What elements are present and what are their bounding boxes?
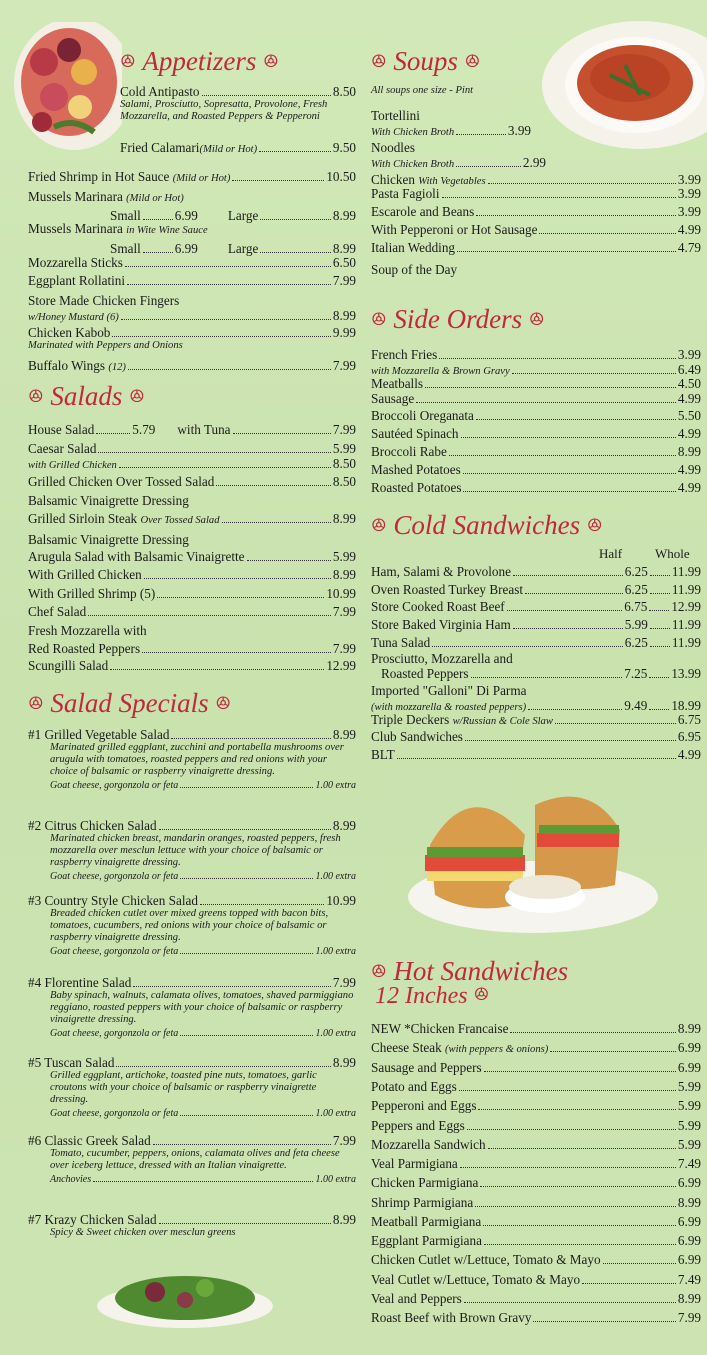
special-item-2: #2 Citrus Chicken Salad 8.99 Marinated chicken breast, mandarin oranges, roasted peppers, fresh mozzarella over mesclun lettuce with your choice of balsamic or raspberry vinaigrette dressing. Goat cheese, gorgonzola or feta 1.00 extra [28, 818, 356, 882]
left-swirl-icon: ꔮ [371, 309, 387, 331]
special-item-4: #4 Florentine Salad 7.99 Baby spinach, walnuts, calamata olives, tomatoes, shaved parmiggiano reggiano, roasted peppers with your choice of balsamic or raspberry vinaigrette dressing. Goat cheese, gorgonzola or feta 1.00 extra [28, 975, 356, 1039]
cold-sandwich-row: Tuna Salad 6.25 11.99 [371, 635, 701, 650]
soup-escarole: Escarole and Beans 3.99 [371, 204, 701, 219]
cold-sandwich-row: Oven Roasted Turkey Breast 6.25 11.99 [371, 582, 701, 597]
menu-item-mussels-marinara: Mussels Marinara (Mild or Hot) Small 6.99 Large 8.99 [28, 189, 356, 223]
hot-sandwich-cheese-steak: Cheese Steak (with peppers & onions) 6.99 [371, 1040, 701, 1055]
hot-sandwich-row: Peppers and Eggs 5.99 [371, 1118, 701, 1133]
side-sausage: Sausage 4.99 [371, 391, 701, 406]
hot-sandwich-row: Pepperoni and Eggs 5.99 [371, 1098, 701, 1113]
hot-sandwich-row: NEW *Chicken Francaise 8.99 [371, 1021, 701, 1036]
special-item-1: #1 Grilled Vegetable Salad 8.99 Marinated grilled eggplant, zucchini and portabella mushrooms over arugula with tomatoes, roasted peppers and red onions with your choice of balsamic or raspberry vinaigrette dressing. Goat cheese, gorgonzola or feta 1.00 extra [28, 727, 356, 791]
side-broccoli-rabe: Broccoli Rabe 8.99 [371, 444, 701, 459]
soup-of-the-day: Soup of the Day [371, 262, 458, 277]
salad-plate-image [95, 1270, 275, 1328]
side-mashed-potatoes: Mashed Potatoes 4.99 [371, 462, 701, 477]
hot-sandwich-row: Potato and Eggs 5.99 [371, 1079, 701, 1094]
menu-item-arugula-salad: Arugula Salad with Balsamic Vinaigrette 5.99 [28, 549, 356, 564]
special-item-5: #5 Tuscan Salad 8.99 Grilled eggplant, artichoke, toasted pine nuts, tomatoes, garlic croutons with your choice of balsamic or raspberry vinaigrette dressing. Goat cheese, gorgonzola or feta 1.00 extra [28, 1055, 356, 1119]
side-orders-heading: ꔮ Side Orders ꔮ [371, 304, 545, 334]
left-swirl-icon: ꔮ [28, 386, 44, 408]
menu-item-chef-salad: Chef Salad 7.99 [28, 604, 356, 619]
menu-item-mozzarella-sticks: Mozzarella Sticks 6.50 [28, 255, 356, 270]
cold-sandwich-galloni: Imported "Galloni" Di Parma (with mozzarella & roasted peppers) 9.49 18.99 [371, 683, 701, 713]
right-swirl-icon: ꔮ [528, 309, 545, 331]
left-swirl-icon: ꔮ [371, 961, 387, 983]
hot-sandwich-row: Eggplant Parmigiana 6.99 [371, 1233, 701, 1248]
menu-item-caesar-salad: Caesar Salad 5.99 with Grilled Chicken 8.50 [28, 441, 356, 471]
menu-item-with-grilled-shrimp: With Grilled Shrimp (5) 10.99 [28, 586, 356, 601]
soup-tortellini: Tortellini With Chicken Broth 3.99 [371, 108, 531, 138]
soup-noodles: Noodles With Chicken Broth 2.99 [371, 140, 546, 170]
hot-sandwiches-subheading: 12 Inches ꔮ [375, 983, 490, 1009]
menu-item-with-grilled-chicken: With Grilled Chicken 8.99 [28, 567, 356, 582]
cold-sandwich-club: Club Sandwiches 6.95 [371, 729, 701, 744]
side-sauteed-spinach: Sautéed Spinach 4.99 [371, 426, 701, 441]
hot-sandwich-row: Chicken Parmigiana 6.99 [371, 1175, 701, 1190]
menu-item-fresh-mozzarella: Fresh Mozzarella with Red Roasted Peppers 7.99 [28, 623, 356, 656]
hot-sandwich-row: Meatball Parmigiana 6.99 [371, 1214, 701, 1229]
left-swirl-icon: ꔮ [28, 693, 44, 715]
right-swirl-icon: ꔮ [215, 693, 231, 715]
menu-item-grilled-chicken-salad: Grilled Chicken Over Tossed Salad 8.50 Balsamic Vinaigrette Dressing [28, 474, 356, 508]
menu-item-house-salad: House Salad 5.79 with Tuna 7.99 [28, 422, 356, 437]
right-swirl-icon: ꔮ [473, 984, 490, 1006]
soup-pepperoni: With Pepperoni or Hot Sausage 4.99 [371, 222, 701, 237]
left-swirl-icon: ꔮ [371, 51, 387, 73]
sandwich-image [405, 785, 660, 935]
salads-heading: ꔮ Salads ꔮ [28, 381, 145, 411]
hot-sandwich-row: Veal Cutlet w/Lettuce, Tomato & Mayo 7.49 [371, 1272, 701, 1287]
menu-item-scungilli: Scungilli Salad 12.99 [28, 658, 356, 673]
right-swirl-icon: ꔮ [263, 51, 279, 73]
menu-item-fried-calamari: Fried Calamari(Mild or Hot) 9.50 [120, 140, 356, 155]
menu-item-chicken-fingers: Store Made Chicken Fingers w/Honey Mustard (6) 8.99 [28, 293, 356, 323]
menu-item-cold-antipasto: Cold Antipasto 8.50 Salami, Prosciutto, Sopresatta, Provolone, Fresh Mozzarella, and Roasted Peppers & Pepperoni [120, 84, 356, 122]
hot-sandwich-row: Shrimp Parmigiana 8.99 [371, 1195, 701, 1210]
whole-column-header: Whole [655, 546, 690, 561]
hot-sandwiches-heading: ꔮ Hot Sandwiches [371, 956, 569, 986]
cold-sandwich-prosciutto: Prosciutto, Mozzarella and Roasted Peppers 7.25 13.99 [371, 651, 701, 681]
hot-sandwich-row: Roast Beef with Brown Gravy 7.99 [371, 1310, 701, 1325]
hot-sandwich-row: Sausage and Peppers 6.99 [371, 1060, 701, 1075]
hot-sandwich-row: Veal Parmigiana 7.49 [371, 1156, 701, 1171]
half-column-header: Half [599, 546, 623, 561]
hot-sandwich-row: Veal and Peppers 8.99 [371, 1291, 701, 1306]
left-swirl-icon: ꔮ [120, 51, 136, 73]
menu-item-buffalo-wings: Buffalo Wings (12) 7.99 [28, 358, 356, 373]
menu-item-eggplant-rollatini: Eggplant Rollatini 7.99 [28, 273, 356, 288]
special-item-6: #6 Classic Greek Salad 7.99 Tomato, cucumber, peppers, onions, calamata olives and feta cheese over iceberg lettuce, dressed with an Italian vinaigrette. Anchovies 1.00 extra [28, 1133, 356, 1185]
side-meatballs: Meatballs 4.50 [371, 376, 701, 391]
cold-sandwich-triple-deckers: Triple Deckers w/Russian & Cole Slaw 6.75 [371, 712, 701, 727]
left-swirl-icon: ꔮ [371, 515, 387, 537]
salad-specials-heading: ꔮ Salad Specials ꔮ [28, 688, 231, 718]
right-swirl-icon: ꔮ [129, 386, 145, 408]
right-swirl-icon: ꔮ [464, 51, 481, 73]
menu-item-grilled-sirloin: Grilled Sirloin Steak Over Tossed Salad 8.99 Balsamic Vinaigrette Dressing [28, 511, 356, 547]
soup-italian-wedding: Italian Wedding 4.79 [371, 240, 701, 255]
side-broccoli-oreganata: Broccoli Oreganata 5.50 [371, 408, 701, 423]
soup-chicken: Chicken With Vegetables 3.99 [371, 172, 701, 187]
side-french-fries: French Fries 3.99 with Mozzarella & Brown Gravy 6.49 [371, 347, 701, 377]
hot-sandwich-row: Mozzarella Sandwich 5.99 [371, 1137, 701, 1152]
cold-sandwich-row: Store Cooked Roast Beef 6.75 12.99 [371, 599, 701, 614]
right-swirl-icon: ꔮ [586, 515, 603, 537]
hot-sandwich-row: Chicken Cutlet w/Lettuce, Tomato & Mayo 6.99 [371, 1252, 701, 1267]
menu-item-fried-shrimp: Fried Shrimp in Hot Sauce (Mild or Hot) 10.50 [28, 169, 356, 184]
soups-heading: ꔮ Soups ꔮ [371, 46, 481, 76]
soups-note: All soups one size - Pint [371, 85, 474, 96]
special-item-3: #3 Country Style Chicken Salad 10.99 Breaded chicken cutlet over mixed greens topped with bacon bits, tomatoes, cucumbers, red onions with your choice of balsamic or raspberry vinaigrette dressing. Goat cheese, gorgonzola or feta 1.00 extra [28, 893, 356, 957]
menu-item-mussels-marinara-wine: Mussels Marinara in Wite Wine Sauce Small 6.99 Large 8.99 [28, 221, 356, 256]
special-item-7: #7 Krazy Chicken Salad 8.99 Spicy & Sweet chicken over mesclun greens [28, 1212, 356, 1238]
cold-sandwiches-heading: ꔮ Cold Sandwiches ꔮ [371, 510, 603, 540]
side-roasted-potatoes: Roasted Potatoes 4.99 [371, 480, 701, 495]
appetizers-heading: ꔮ Appetizers ꔮ [120, 46, 279, 76]
menu-item-chicken-kabob: Chicken Kabob 9.99 Marinated with Peppers and Onions [28, 325, 356, 351]
cold-sandwich-row: Ham, Salami & Provolone 6.25 11.99 [371, 564, 701, 579]
antipasto-platter-image [14, 22, 122, 152]
cold-sandwich-row: Store Baked Virginia Ham 5.99 11.99 [371, 617, 701, 632]
cold-sandwich-blt: BLT 4.99 [371, 747, 701, 762]
soup-pasta-fagioli: Pasta Fagioli 3.99 [371, 186, 701, 201]
